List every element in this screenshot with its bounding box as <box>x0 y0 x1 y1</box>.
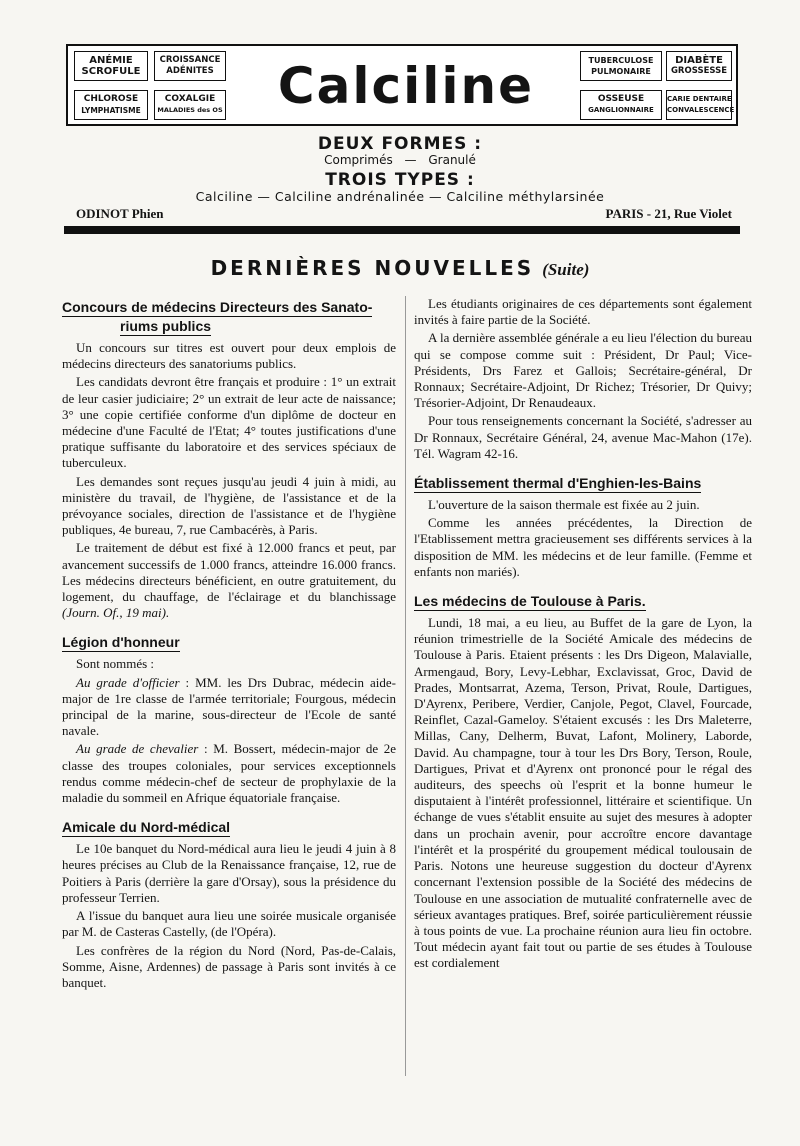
paragraph: Comme les années précédentes, la Direction de l'Etablissement mettra gracieusement ses différents services à la disposition de MM. les médecins et de leur famille. (Femme et enfants non mariés). <box>414 515 752 579</box>
section-title-line: Concours de médecins Directeurs des Sanato- <box>62 299 373 315</box>
page-title <box>0 256 800 280</box>
indication-label: ANÉMIE <box>89 55 133 66</box>
brand-name: Calciline <box>277 57 535 115</box>
paragraph: Les confrères de la région du Nord (Nord, Pas-de-Calais, Somme, Aisne, Ardennes) de passage à Paris sont invités à ce banquet. <box>62 942 396 990</box>
paragraph-text: : MM. les Drs Dubrac, médecin aide-major de 1re classe de l'armée territoriale; Fourgous, médecin principal de la marine, sous-directeur de l'Ecole de santé navale. <box>62 674 396 739</box>
section-title <box>62 298 396 336</box>
indication-label: COXALGIE <box>164 94 216 104</box>
left-column <box>62 296 396 993</box>
indication-box <box>666 90 735 120</box>
paragraph: Un concours sur titres est ouvert pour deux emplois de médecins directeurs des sanatoriums publics. <box>62 340 396 372</box>
indication-label: ADÉNITES <box>166 66 214 76</box>
indication-box <box>154 51 226 81</box>
paragraph-text: Le traitement de début est fixé à 12.000 francs et peut, par avancement successifs de 1.000 francs, atteindre 16.000 francs. Les médecins directeurs bénéficient, en outre gratuitement, du logement, du chauffage, de l'éclairage et du blanchissage <box>62 540 396 605</box>
maker-name: ODINOT Phien <box>76 206 164 221</box>
header-divider <box>64 226 740 234</box>
indication-label: MALADIES des OS <box>157 106 223 114</box>
indication-label: SCROFULE <box>81 66 141 77</box>
paragraph: Sont nommés : <box>76 656 155 672</box>
indication-label: DIABÈTE <box>675 55 723 66</box>
paragraph: A la dernière assemblée générale a eu lieu l'élection du bureau qui se compose comme suit : Président, Dr Paul; Vice-Présidents, Drs Farez et Gallois; Secrétaire-général, Dr Ronnaux; Secrétaire-Adjoint, Dr Richez; Trésorier, Dr Quivy; Trésorier-Adjoint, Dr Renaudeaux. <box>414 330 752 411</box>
paragraph: Lundi, 18 mai, a eu lieu, au Buffet de la gare de Lyon, la réunion trimestrielle de la Société Amicale des médecins de Toulouse à Paris. Etaient présents : les Drs Digeon, Malavialle, Armengaud, Bory, Levy-Lebhar, Exclavissat, Groc, David de Prades, Montsarrat, Azema, Terson, Privat, Roule, Dartigues, D'Ayrenx, Peribere, Verdier, Canjole, Pegot, Clavel, Fourcade, Reinflet, Cazal-Gameloy. S'étaient excusés : les Drs Maleterre, Millas, Cany, Delherm, Buvat, Lafont, Molinery, Laborde, David. Au champagne, tour à tour les Drs Bory, Terson, Roule, Dartigues, Privat et d'Ayrenx ont prononcé pour le régal des auditeurs, des speechs où l'esprit et la bonne humeur le disputaient à l'intérêt professionnel, littéraire et scientifique. Un échange de vues s'établit ensuite au sujet des mesures à adopter dans un prochain avenir, pour accroître encore davantage l'intérêt et la prospérité du groupement médical toulousain de Paris. Notons une heureuse suggestion du docteur d'Ayrenx concernant l'extension possible de la Société des médecins de Toulouse en une association de mutualité confraternelle avec de sérieux avantages pratiques. Bref, soirée particulièrement réussie à tous points de vue. La prochaine réunion aura lieu fin octobre. Tout médecin ayant fait tout ou partie de ses études à Toulouse est cordialement <box>414 615 752 971</box>
indication-box <box>154 90 226 120</box>
paragraph <box>62 741 396 806</box>
paragraph: L'ouverture de la saison thermale est fixée au 2 juin. <box>428 497 700 513</box>
section-title-line: Amicale du Nord-médical <box>62 819 231 836</box>
paragraph-text: : M. Bossert, médecin-major de 2e classe des troupes coloniales, pour services exceptionnels rendus comme médecin-chef de secteur de prophylaxie de la maladie du sommeil en Afrique équatoriale française. <box>62 741 397 806</box>
section-title <box>62 633 396 652</box>
paragraph <box>62 675 396 740</box>
indication-label: CARIE DENTAIRE <box>667 95 732 103</box>
forms-title: DEUX FORMES : <box>317 134 483 154</box>
column-divider <box>405 296 406 1076</box>
indication-label: CROISSANCE <box>159 55 221 65</box>
grade-label: Au grade de chevalier <box>76 741 199 757</box>
grade-label: Au grade d'officier <box>76 674 180 690</box>
paragraph: Les demandes sont reçues jusqu'au jeudi 4 juin à midi, au ministère du travail, de l'hygiène, de l'assistance et de la prévoyance sociales, direction de l'assistance et de l'hygiène publiques, 4e bureau, 7, rue Cambacérès, à Paris. <box>62 473 396 538</box>
indication-box <box>74 90 148 120</box>
section-title <box>62 818 396 837</box>
indication-box <box>580 90 662 120</box>
indication-label: PULMONAIRE <box>591 67 651 76</box>
paragraph: Les candidats devront être français et produire : 1° un extrait de leur casier judiciaire; 2° un extrait de leur acte de naissance; 3° une copie certifiée conforme d'un diplôme de docteur en médecine d'une Faculté de l'Etat; 4° toutes justifications d'une pratique suffisante du laboratoire et des services spéciaux de tuberculeux. <box>62 374 396 471</box>
section-title <box>414 474 752 493</box>
forms-list: Comprimés — Granulé <box>324 153 476 167</box>
page-title-suite: (Suite) <box>542 260 590 279</box>
paragraph: A l'issue du banquet aura lieu une soirée musicale organisée par M. de Casteras Castelly, (de l'Opéra). <box>62 908 396 940</box>
indication-label: TUBERCULOSE <box>588 56 654 65</box>
paragraph: Le 10e banquet du Nord-médical aura lieu le jeudi 4 juin à 8 heures précises au Club de la Renaissance française, 12, rue de Poitiers à Paris (derrière la gare d'Orsay), sous la présidence du professeur Terrien. <box>62 841 396 905</box>
indication-label: CONVALESCENCE <box>667 106 735 114</box>
indication-box <box>74 51 148 81</box>
section-title-line: Légion d'honneur <box>62 634 180 651</box>
calciline-advertisement <box>66 44 738 126</box>
types-list: Calciline — Calciline andrénalinée — Calciline méthylarsinée <box>195 189 605 204</box>
paragraph: Pour tous renseignements concernant la Société, s'adresser au Dr Ronnaux, Secrétaire Général, 24, avenue Mac-Mahon (17e). Tél. Wagram 42-16. <box>414 413 752 461</box>
section-title-line: riums publics <box>120 318 212 334</box>
page-title-main: DERNIÈRES NOUVELLES <box>210 256 535 280</box>
indication-box <box>666 51 732 81</box>
maker-address: PARIS - 21, Rue Violet <box>605 206 732 221</box>
indication-label: OSSEUSE <box>597 94 645 104</box>
section-title-line: Les médecins de Toulouse à Paris. <box>414 593 646 610</box>
paragraph: Les étudiants originaires de ces départements sont également invités à faire partie de la Société. <box>414 296 752 328</box>
right-column <box>414 296 752 974</box>
types-title: TROIS TYPES : <box>325 170 475 190</box>
indication-label: GROSSESSE <box>670 66 728 76</box>
indication-label: LYMPHATISME <box>81 106 141 115</box>
indication-label: GANGLIONNAIRE <box>588 106 654 114</box>
paragraph <box>62 540 396 621</box>
indication-box <box>580 51 662 81</box>
section-title-line: Établissement thermal d'Enghien-les-Bains <box>414 475 702 492</box>
indication-label: CHLOROSE <box>83 94 139 104</box>
section-title <box>414 592 752 611</box>
source-citation: (Journ. Of., 19 mai). <box>62 605 170 621</box>
